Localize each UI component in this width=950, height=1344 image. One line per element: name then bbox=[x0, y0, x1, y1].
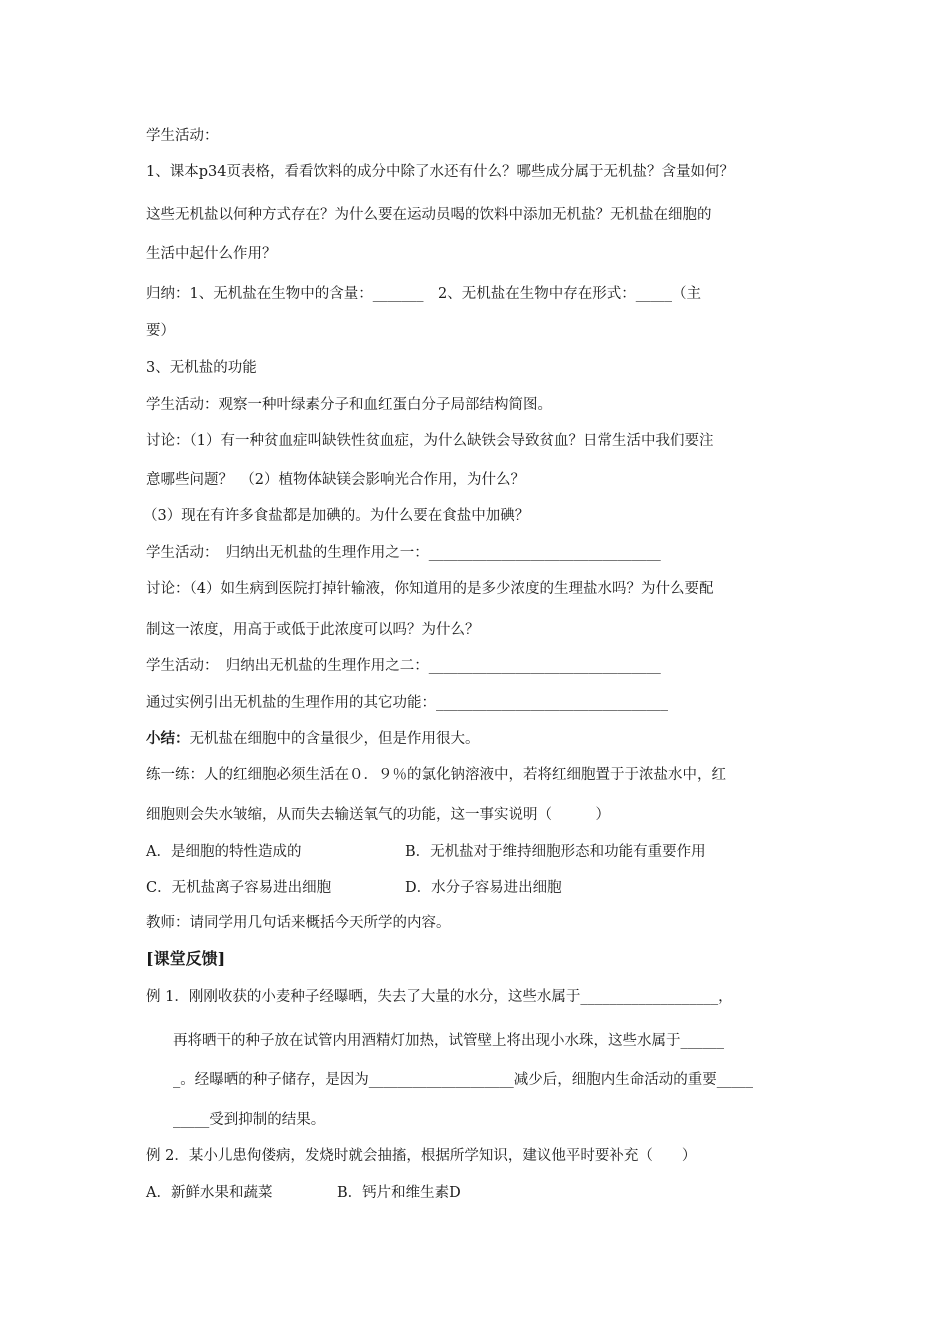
example-1-cont: 再将晒干的种子放在试管内用酒精灯加热，试管壁上将出现小水珠，这些水属于______ bbox=[173, 1033, 724, 1049]
discussion-2: 意哪些问题？ （2）植物体缺镁会影响光合作用，为什么？ bbox=[146, 472, 525, 488]
student-activity-label: 学生活动： bbox=[146, 128, 219, 144]
discussion-4: 讨论：（4）如生病到医院打掉针输液，你知道用的是多少浓度的生理盐水吗？为什么要配 bbox=[146, 581, 714, 597]
example-2-option-a: A．新鲜水果和蔬菜 bbox=[146, 1185, 273, 1201]
option-d: D．水分子容易进出细胞 bbox=[405, 880, 562, 896]
question-1-cont: 这些无机盐以何种方式存在？为什么要在运动员喝的饮料中添加无机盐？无机盐在细胞的 bbox=[146, 207, 712, 223]
option-b: B．无机盐对于维持细胞形态和功能有重要作用 bbox=[405, 844, 706, 860]
summary-note bbox=[146, 729, 480, 749]
example-2: 例 2．某小儿患佝偻病，发烧时就会抽搐，根据所学知识，建议他平时要补充（ ） bbox=[146, 1148, 697, 1164]
summary-line: 归纳：1、无机盐在生物中的含量：_______ 2、无机盐在生物中存在形式：_____（主 bbox=[146, 286, 701, 302]
student-activity-summary-1: 学生活动： 归纳出无机盐的生理作用之一：________________________________ bbox=[146, 545, 661, 561]
summary-text: 无机盐在细胞中的含量很少，但是作用很大。 bbox=[189, 731, 480, 747]
teacher-line: 教师：请同学用几句话来概括今天所学的内容。 bbox=[146, 915, 451, 931]
student-activity-summary-2: 学生活动： 归纳出无机盐的生理作用之二：________________________________ bbox=[146, 658, 661, 674]
other-functions: 通过实例引出无机盐的生理作用的其它功能：________________________________ bbox=[146, 695, 668, 711]
summary-label: 小结： bbox=[146, 730, 190, 747]
summary-line-cont: 要） bbox=[146, 323, 175, 339]
section-heading-feedback: [课堂反馈] bbox=[146, 949, 226, 968]
option-c: C．无机盐离子容易进出细胞 bbox=[146, 880, 332, 896]
practice-options-row-2 bbox=[146, 878, 562, 898]
question-1: 1、课本p34页表格，看看饮料的成分中除了水还有什么？哪些成分属于无机盐？含量如何？ bbox=[146, 164, 734, 180]
option-a: A．是细胞的特性造成的 bbox=[146, 844, 302, 860]
practice-question: 练一练：人的红细胞必须生活在０．９％的氯化钠溶液中，若将红细胞置于于浓盐水中，红 bbox=[146, 767, 726, 783]
discussion-4-cont: 制这一浓度，用高于或低于此浓度可以吗？为什么？ bbox=[146, 622, 480, 638]
discussion-1: 讨论：（1）有一种贫血症叫缺铁性贫血症，为什么缺铁会导致贫血？日常生活中我们要注 bbox=[146, 433, 714, 449]
example-2-options bbox=[146, 1183, 461, 1203]
example-2-option-b: B．钙片和维生素D bbox=[337, 1185, 461, 1201]
discussion-3: （3）现在有许多食盐都是加碘的。为什么要在食盐中加碘？ bbox=[143, 508, 530, 524]
example-1-cont-3: _____受到抑制的结果。 bbox=[173, 1112, 326, 1128]
question-1-cont-2: 生活中起什么作用？ bbox=[146, 246, 277, 262]
practice-options-row-1 bbox=[146, 842, 706, 862]
example-1-cont-2: _。经曝晒的种子储存，是因为____________________减少后，细胞内生命活动的重要_____ bbox=[173, 1072, 753, 1088]
example-1: 例 1．刚刚收获的小麦种子经曝晒，失去了大量的水分，这些水属于___________________， bbox=[146, 989, 733, 1005]
student-activity-observe: 学生活动：观察一种叶绿素分子和血红蛋白分子局部结构简图。 bbox=[146, 397, 552, 413]
section-function: 3、无机盐的功能 bbox=[146, 360, 257, 376]
practice-question-cont: 细胞则会失水皱缩，从而失去输送氧气的功能，这一事实说明（ ） bbox=[146, 807, 610, 823]
